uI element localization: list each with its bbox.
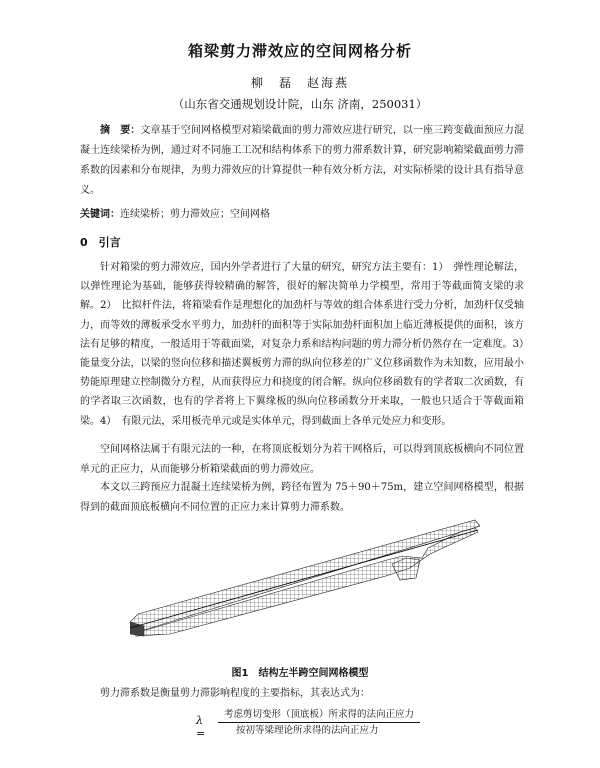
authors: 柳 磊 赵海燕 — [250, 76, 349, 90]
keywords-text: 连续梁桥；剪力滞效应；空间网格 — [120, 209, 270, 220]
section-heading: 0 引言 — [80, 236, 121, 249]
grid-model-figure — [130, 518, 480, 638]
abstract — [80, 121, 524, 201]
formula-numerator: 考虑剪切变形（顶底板）所求得的法向正应力 — [218, 706, 420, 723]
paragraph-shear-lag-coefficient: 剪力滞系数是衡量剪力滞影响程度的主要指标，其表达式为： — [100, 688, 370, 699]
formula-denominator: 按初等梁理论所求得的法向正应力 — [236, 725, 379, 736]
figure-caption: 图1 结构左半跨空间网格模型 — [231, 668, 369, 679]
paragraph-intro: 针对箱梁的剪力滞效应，国内外学者进行了大量的研究，研究方法主要有：1） 弹性理论解法，以弹性理论为基础，能够获得较精确的解答，很好的解决简单力学模型，常用于等截面简支梁的求解。2） 比拟杆件法，将箱梁看作是理想化的加劲杆与等效的组合体系进行受力分析，加劲杆仅受轴力，而等效的薄板承受水平剪力，加劲杆的面积等于实际加劲杆面积加上临近薄板提供的面积，该方法有足够的精度，一般适用于等截面梁，对复杂力系和结构问题的剪力滞分析仍然存在一定难度。3） 能量变分法，以梁的竖向位移和描述翼板剪力滞的纵向位移差的广义位移函数作为未知数，应用最小势能原理建立控制微分方程，从而获得应力和挠度的闭合解。纵向位移函数有的学者取二次函数，有的学者取三次函数，也有的学者将上下翼缘板的纵向位移函数分开来取，一般也只适合于等截面箱梁。4） 有限元法，采用板壳单元或是实体单元，得到截面上各单元处应力和变形。 — [80, 262, 534, 427]
paragraph-grid-method: 空间网格法属于有限元法的一种，在将顶底板划分为若干网格后，可以得到顶底板横向不同位置单元的正应力，从而能够分析箱梁截面的剪力滞效应。 — [80, 444, 524, 475]
keywords — [80, 208, 524, 222]
abstract-label: 摘 要： — [100, 125, 141, 136]
paper-title: 箱梁剪力滞效应的空间网格分析 — [187, 42, 412, 60]
keywords-label: 关键词： — [80, 209, 120, 220]
abstract-text: 文章基于空间网格模型对箱梁截面的剪力滞效应进行研究，以一座三跨变截面预应力混凝土连续梁桥为例，通过对不同施工工况和结构体系下的剪力滞系数计算，研究影响箱梁截面剪力滞系数的因素和分布规律，为剪力滞效应的计算提供一种有效分析方法，对实际桥梁的设计具有指导意义。 — [80, 125, 524, 196]
paragraph-case: 本文以三跨预应力混凝土连续梁桥为例，跨径布置为 75＋90＋75m，建立空间网格模型，根据得到的截面顶底板横向不同位置的正应力来计算剪力滞系数。 — [80, 482, 524, 513]
affiliation: （山东省交通规划设计院，山东 济南，250031） — [172, 97, 428, 111]
formula-lhs: λ = — [196, 714, 206, 740]
